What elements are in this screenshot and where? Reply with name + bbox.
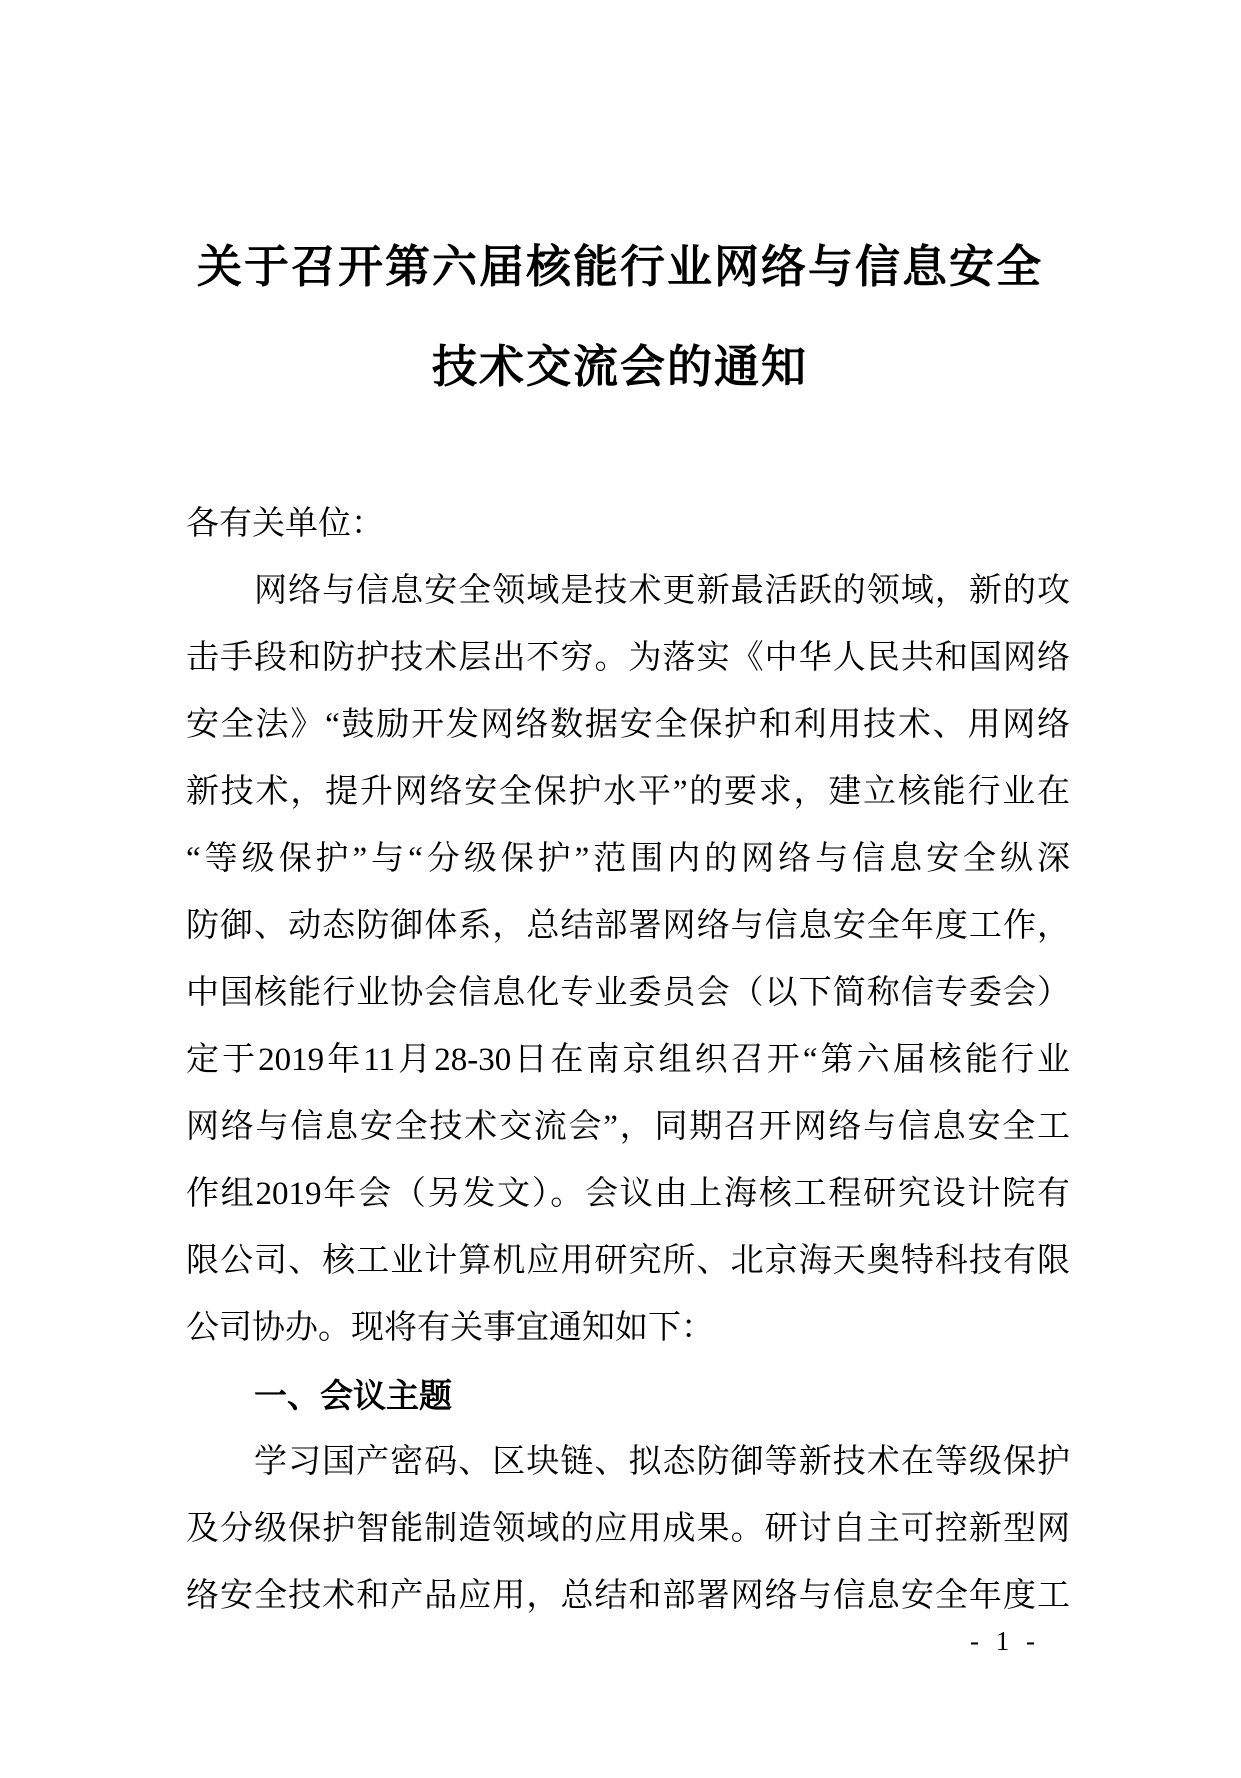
paragraph1-line-4: 新技术，提升网络安全保护水平”的要求，建立核能行业在 [186,774,1070,810]
paragraph2-line-3: 络安全技术和产品应用，总结和部署网络与信息安全年度工 [186,1578,1070,1614]
paragraph1-line-11: 限公司、核工业计算机应用研究所、北京海天奥特科技有限 [186,1243,1070,1279]
paragraph1-line-3: 安全法》“鼓励开发网络数据安全保护和利用技术、用网络 [186,707,1070,743]
paragraph1-line-6: 防御、动态防御体系，总结部署网络与信息安全年度工作， [186,908,1070,944]
paragraph1-line-5: “等级保护”与“分级保护”范围内的网络与信息安全纵深 [186,841,1070,877]
paragraph2-line-1: 学习国产密码、区块链、拟态防御等新技术在等级保护 [254,1444,1070,1480]
paragraph1-line-10: 作组2019年会（另发文）。会议由上海核工程研究设计院有 [186,1176,1070,1212]
salutation: 各有关单位： [186,506,384,542]
page-number: - 1 - [970,1626,1040,1656]
paragraph1-line-8: 定于2019年11月28-30日在南京组织召开“第六届核能行业 [186,1042,1070,1078]
document-body [186,491,1070,1630]
paragraph1-line-9: 网络与信息安全技术交流会”，同期召开网络与信息安全工 [186,1109,1070,1145]
title-line-2: 技术交流会的通知 [431,342,808,392]
paragraph1-line-7: 中国核能行业协会信息化专业委员会（以下简称信专委会） [186,975,1070,1011]
document-title [178,217,1062,417]
paragraph1-line-12: 公司协办。现将有关事宜通知如下： [186,1310,714,1346]
paragraph2-line-2: 及分级保护智能制造领域的应用成果。研讨自主可控新型网 [186,1511,1070,1547]
paragraph1-line-2: 击手段和防护技术层出不穷。为落实《中华人民共和国网络 [186,640,1070,676]
paragraph1-line-1: 网络与信息安全领域是技术更新最活跃的领域，新的攻 [254,573,1070,609]
section-heading-1: 一、会议主题 [254,1377,452,1414]
title-line-1: 关于召开第六届核能行业网络与信息安全 [196,242,1043,292]
